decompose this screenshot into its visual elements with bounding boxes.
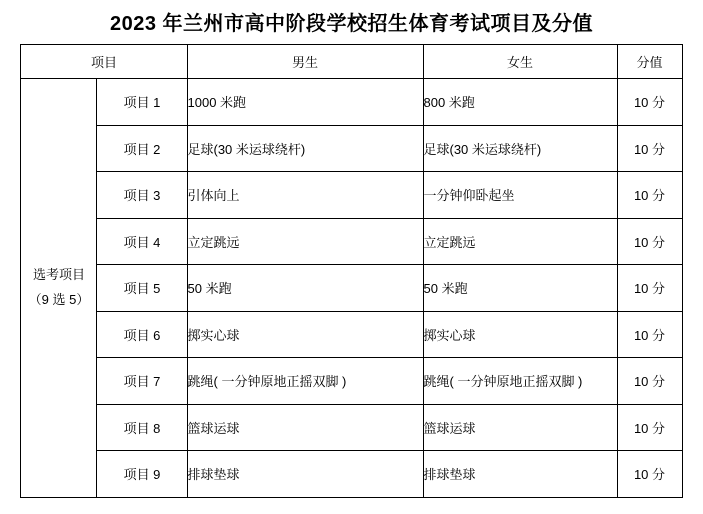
score-value: 10 分	[617, 358, 682, 405]
column-header-girls: 女生	[423, 45, 617, 79]
boys-event: 掷实心球	[187, 311, 423, 358]
table-row	[21, 451, 682, 498]
table-row	[21, 404, 682, 451]
item-label: 项目 3	[97, 172, 187, 219]
score-value: 10 分	[617, 311, 682, 358]
boys-event: 引体向上	[187, 172, 423, 219]
category-label-line1: 选考项目	[32, 267, 85, 283]
item-label: 项目 9	[97, 451, 187, 498]
item-label: 项目 7	[97, 358, 187, 405]
boys-event: 跳绳( 一分钟原地正摇双脚 )	[187, 358, 423, 405]
boys-event: 立定跳远	[187, 218, 423, 265]
category-label-line2: （9 选 5）	[28, 291, 90, 307]
item-label: 项目 6	[97, 311, 187, 358]
boys-event: 排球垫球	[187, 451, 423, 498]
girls-event: 50 米跑	[423, 265, 617, 312]
boys-event: 50 米跑	[187, 265, 423, 312]
score-value: 10 分	[617, 265, 682, 312]
table-row	[21, 358, 682, 405]
table-header-row	[21, 45, 682, 79]
exam-items-table	[20, 44, 682, 498]
score-value: 10 分	[617, 172, 682, 219]
score-value: 10 分	[617, 125, 682, 172]
girls-event: 立定跳远	[423, 218, 617, 265]
page-title: 2023 年兰州市高中阶段学校招生体育考试项目及分值	[109, 13, 594, 35]
girls-event: 跳绳( 一分钟原地正摇双脚 )	[423, 358, 617, 405]
item-label: 项目 5	[97, 265, 187, 312]
girls-event: 排球垫球	[423, 451, 617, 498]
item-label: 项目 2	[97, 125, 187, 172]
score-value: 10 分	[617, 79, 682, 126]
girls-event: 足球(30 米运球绕杆)	[423, 125, 617, 172]
item-label: 项目 8	[97, 404, 187, 451]
table-row	[21, 265, 682, 312]
boys-event: 足球(30 米运球绕杆)	[187, 125, 423, 172]
score-value: 10 分	[617, 404, 682, 451]
girls-event: 一分钟仰卧起坐	[423, 172, 617, 219]
table-row	[21, 79, 682, 126]
score-value: 10 分	[617, 218, 682, 265]
girls-event: 800 米跑	[423, 79, 617, 126]
score-value: 10 分	[617, 451, 682, 498]
boys-event: 1000 米跑	[187, 79, 423, 126]
table-row	[21, 125, 682, 172]
item-label: 项目 1	[97, 79, 187, 126]
column-header-boys: 男生	[187, 45, 423, 79]
table-row	[21, 311, 682, 358]
category-cell	[21, 79, 97, 498]
column-header-item: 项目	[21, 45, 187, 79]
table-row	[21, 218, 682, 265]
table-row	[21, 172, 682, 219]
girls-event: 篮球运球	[423, 404, 617, 451]
item-label: 项目 4	[97, 218, 187, 265]
boys-event: 篮球运球	[187, 404, 423, 451]
column-header-score: 分值	[617, 45, 682, 79]
girls-event: 掷实心球	[423, 311, 617, 358]
